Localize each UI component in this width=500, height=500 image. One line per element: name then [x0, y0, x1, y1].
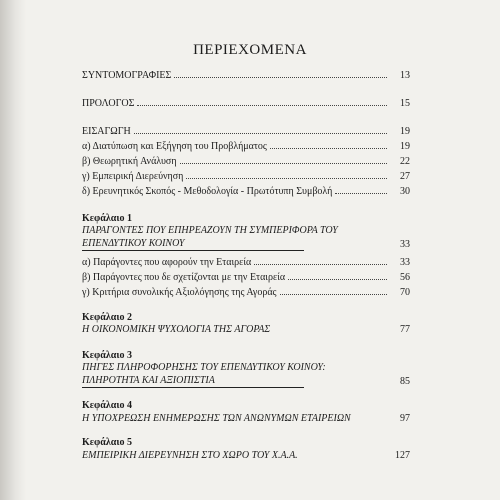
toc-entry-label: ΣΥΝΤΟΜΟΓΡΑΦΙΕΣ — [82, 70, 172, 81]
chapter-heading: Κεφάλαιο 2 — [82, 312, 132, 323]
toc-entry-page: 70 — [400, 287, 410, 298]
toc-entry-page: 19 — [400, 126, 410, 137]
chapter-title-line: Η ΟΙΚΟΝΟΜΙΚΗ ΨΥΧΟΛΟΓΙΑ ΤΗΣ ΑΓΟΡΑΣ — [82, 324, 271, 335]
toc-entry-abbreviations[interactable] — [82, 68, 410, 82]
toc-entry-page: 33 — [400, 257, 410, 268]
chapter-title[interactable] — [82, 412, 410, 425]
toc-entry-label: β) Παράγοντες που δε σχετίζονται με την Εταιρεία — [82, 272, 286, 283]
toc-entry-label: ΠΡΟΛΟΓΟΣ — [82, 98, 135, 109]
toc-entry-label: γ) Εμπειρική Διερεύνηση — [82, 171, 184, 182]
toc-subentry[interactable] — [82, 255, 410, 269]
toc-subentry[interactable] — [82, 169, 410, 183]
toc-subentry[interactable] — [82, 285, 410, 299]
toc-entry-prologue[interactable] — [82, 96, 410, 110]
chapter-heading: Κεφάλαιο 4 — [82, 400, 132, 411]
toc-entry-page: 15 — [400, 98, 410, 109]
toc-entry-page: 30 — [400, 186, 410, 197]
chapter-title-line: ΕΠΕΝΔΥΤΙΚΟΥ ΚΟΙΝΟΥ — [82, 237, 304, 251]
chapter-title[interactable] — [82, 374, 410, 388]
chapter-title-line: ΠΛΗΡΟΤΗΤΑ ΚΑΙ ΑΞΙΟΠΙΣΤΙΑ — [82, 374, 304, 388]
chapter-heading: Κεφάλαιο 1 — [82, 213, 132, 224]
chapter-title-line[interactable]: ΠΗΓΕΣ ΠΛΗΡΟΦΟΡΗΣΗΣ ΤΟΥ ΕΠΕΝΔΥΤΙΚΟΥ ΚΟΙΝΟΥ: — [82, 362, 326, 373]
chapter-title[interactable] — [82, 449, 410, 462]
chapter-title[interactable] — [82, 323, 410, 336]
toc-entry-page: 13 — [400, 70, 410, 81]
chapter-title-line[interactable]: ΠΑΡΑΓΟΝΤΕΣ ΠΟΥ ΕΠΗΡΕΑΖΟΥΝ ΤΗ ΣΥΜΠΕΡΙΦΟΡΑ ΤΟΥ — [82, 225, 338, 236]
toc-entry-label: δ) Ερευνητικός Σκοπός - Μεθοδολογία - Πρωτότυπη Συμβολή — [82, 186, 333, 197]
chapter-title-line: ΕΜΠΕΙΡΙΚΗ ΔΙΕΡΕΥΝΗΣΗ ΣΤΟ ΧΩΡΟ ΤΟΥ Χ.Α.Α. — [82, 450, 298, 461]
toc-entry-page: 33 — [400, 239, 410, 250]
leader-dots — [254, 255, 387, 265]
toc-subentry[interactable] — [82, 184, 410, 198]
toc-entry-label: ΕΙΣΑΓΩΓΗ — [82, 126, 131, 137]
toc-entry-page: 127 — [395, 450, 410, 461]
leader-dots — [137, 96, 387, 106]
chapter-title[interactable] — [82, 237, 410, 251]
toc-subentry[interactable] — [82, 270, 410, 284]
leader-dots — [180, 154, 387, 164]
toc-entry-page: 22 — [400, 156, 410, 167]
chapter-title-line: Η ΥΠΟΧΡΕΩΣΗ ΕΝΗΜΕΡΩΣΗΣ ΤΩΝ ΑΝΩΝΥΜΩΝ ΕΤΑΙΡΕΙΩΝ — [82, 413, 351, 424]
chapter-heading: Κεφάλαιο 3 — [82, 350, 132, 361]
toc-entry-page: 77 — [400, 324, 410, 335]
toc-entry-label: α) Παράγοντες που αφορούν την Εταιρεία — [82, 257, 252, 268]
leader-dots — [174, 68, 387, 78]
toc-entry-page: 85 — [400, 376, 410, 387]
toc-entry-label: β) Θεωρητική Ανάλυση — [82, 156, 177, 167]
toc-entry-introduction[interactable] — [82, 124, 410, 138]
leader-dots — [280, 285, 387, 295]
toc-entry-page: 97 — [400, 413, 410, 424]
leader-dots — [186, 169, 387, 179]
leader-dots — [270, 139, 387, 149]
leader-dots — [288, 270, 387, 280]
toc-entry-page: 19 — [400, 141, 410, 152]
toc-entry-page: 27 — [400, 171, 410, 182]
toc-entry-label: α) Διατύπωση και Εξήγηση του Προβλήματος — [82, 141, 267, 152]
toc-entry-label: γ) Κριτήρια συνολικής Αξιολόγησης της Αγοράς — [82, 287, 277, 298]
leader-dots — [134, 124, 387, 134]
toc-subentry[interactable] — [82, 154, 410, 168]
chapter-heading: Κεφάλαιο 5 — [82, 437, 132, 448]
page-title: ΠΕΡΙΕΧΟΜΕΝΑ — [193, 42, 307, 58]
leader-dots — [335, 184, 387, 194]
toc-subentry[interactable] — [82, 139, 410, 153]
toc-entry-page: 56 — [400, 272, 410, 283]
